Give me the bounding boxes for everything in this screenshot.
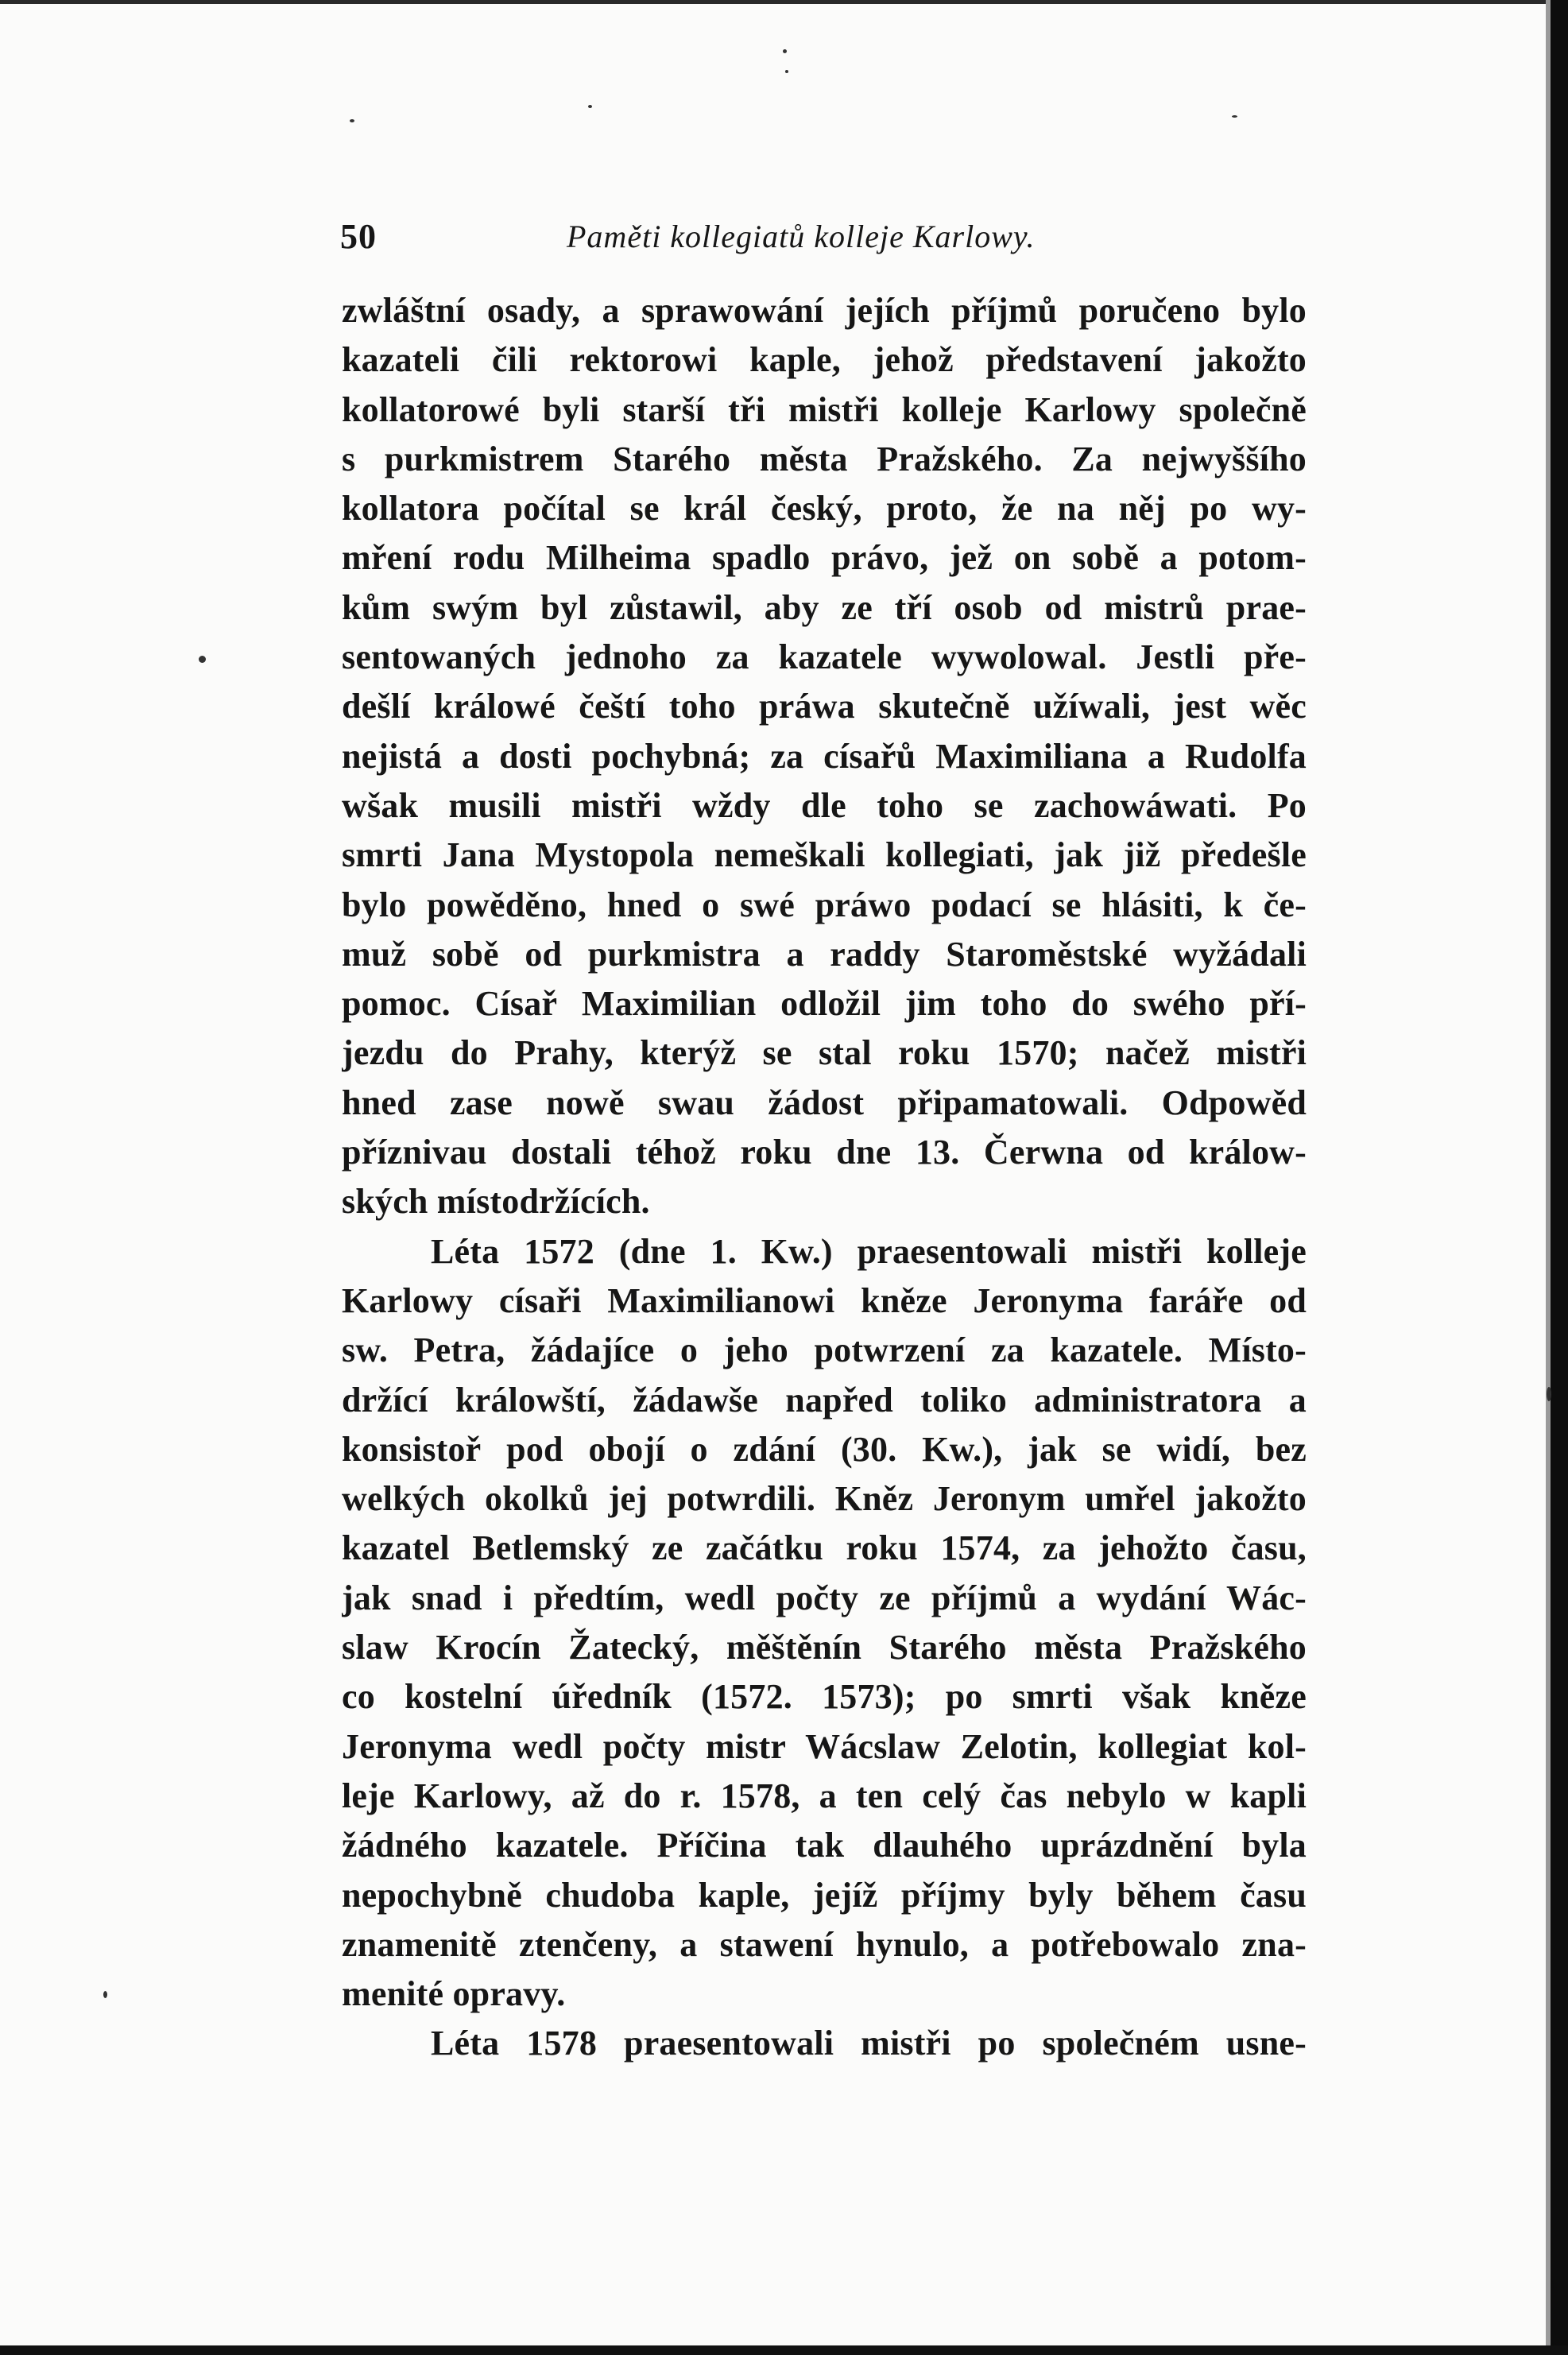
text-line: znamenitě ztenčeny, a stawení hynulo, a potřebowalo zna- (342, 1924, 1307, 1964)
text-line: kollatorowé byli starší tři mistři kolleje Karlowy společně (342, 389, 1307, 429)
text-line: Karlowy císaři Maximilianowi kněze Jeronyma faráře od (342, 1280, 1307, 1320)
text-line: slaw Krocín Žatecký, měštěnín Starého města Pražského (342, 1628, 1307, 1667)
scan-right-edge (1551, 0, 1568, 2355)
text-line: s purkmistrem Starého města Pražského. Za nejwyššího (342, 439, 1307, 478)
scan-speck (199, 656, 206, 663)
text-line: co kostelní úředník (1572. 1573); po smrti však kněze (342, 1677, 1307, 1717)
text-line: zwláštní osady, a sprawowání jejích příjmů poručeno bylo (342, 291, 1307, 330)
text-line: hned zase nowě swau žádost připamatowali. Odpowěd (342, 1083, 1307, 1122)
text-line: sentowaných jednoho za kazatele wywolowal. Jestli pře- (342, 637, 1307, 677)
running-header (340, 213, 1307, 261)
text-line: kazatel Betlemský ze začátku roku 1574, za jehožto času, (342, 1528, 1307, 1568)
scan-speck (783, 49, 787, 53)
scan-speck (785, 70, 788, 73)
text-line: nepochybně chudoba kaple, jejíž příjmy byly během času (342, 1875, 1307, 1915)
text-line: wšak musili mistři wždy dle toho se zachowáwati. Po (342, 785, 1307, 825)
text-line: bylo powěděno, hned o swé práwo podací se hlásiti, k če- (342, 885, 1307, 924)
scan-bottom-edge (0, 2345, 1568, 2355)
text-line: Jeronyma wedl počty mistr Wácslaw Zelotin, kollegiat kol- (342, 1726, 1307, 1766)
text-line: sw. Petra, žádajíce o jeho potwrzení za kazatele. Místo- (342, 1330, 1307, 1370)
scan-speck (103, 1991, 107, 1998)
text-line: držící králowští, žádawše napřed toliko administratora a (342, 1380, 1307, 1420)
text-line: příznivau dostali téhož roku dne 13. Čerwna od králow- (342, 1133, 1307, 1172)
scan-speck (1232, 115, 1237, 118)
scan-speck (588, 105, 592, 108)
text-line: konsistoř pod obojí o zdání (30. Kw.), jak se widí, bez (342, 1429, 1307, 1469)
text-line: jak snad i předtím, wedl počty ze příjmů a wydání Wác- (342, 1578, 1307, 1617)
text-line: kazateli čili rektorowi kaple, jehož představení jakožto (342, 340, 1307, 380)
running-title: Paměti kollegiatů kolleje Karlowy. (567, 219, 1036, 254)
text-line: pomoc. Císař Maximilian odložil jim toho do swého pří- (342, 984, 1307, 1024)
text-line: muž sobě od purkmistra a raddy Staroměstské wyžádali (342, 934, 1307, 974)
text-line: žádného kazatele. Příčina tak dlauhého uprázdnění byla (342, 1826, 1307, 1865)
body-text (342, 286, 1307, 2069)
paragraph-last-line: ských místodržících. (342, 1182, 650, 1222)
text-line: nejistá a dosti pochybná; za císařů Maximiliana a Rudolfa (342, 736, 1307, 776)
text-line: dešlí králowé čeští toho práwa skutečně užíwali, jest wěc (342, 687, 1307, 726)
paragraph-last-line: menité opravy. (342, 1974, 566, 2014)
text-line: leje Karlowy, až do r. 1578, a ten celý čas nebylo w kapli (342, 1776, 1307, 1815)
scan-speck (350, 119, 354, 122)
text-line: jezdu do Prahy, kterýž se stal roku 1570; načež mistři (342, 1033, 1307, 1073)
text-line: welkých okolků jej potwrdili. Kněz Jeronym umřel jakožto (342, 1479, 1307, 1519)
paragraph-first-line: Léta 1578 praesentowali mistři po společném usne- (431, 2024, 1307, 2063)
scan-speck (1547, 1387, 1551, 1401)
text-line: mření rodu Milheima spadlo právo, jež on sobě a potom- (342, 538, 1307, 578)
text-line: kům swým byl zůstawil, aby ze tří osob od mistrů prae- (342, 587, 1307, 627)
scan-top-edge (0, 0, 1568, 4)
text-line: smrti Jana Mystopola nemeškali kollegiati, jak již předešle (342, 835, 1307, 875)
paragraph-first-line: Léta 1572 (dne 1. Kw.) praesentowali mistři kolleje (431, 1231, 1307, 1271)
page-number: 50 (340, 217, 377, 256)
text-line: kollatora počítal se král český, proto, že na něj po wy- (342, 489, 1307, 529)
